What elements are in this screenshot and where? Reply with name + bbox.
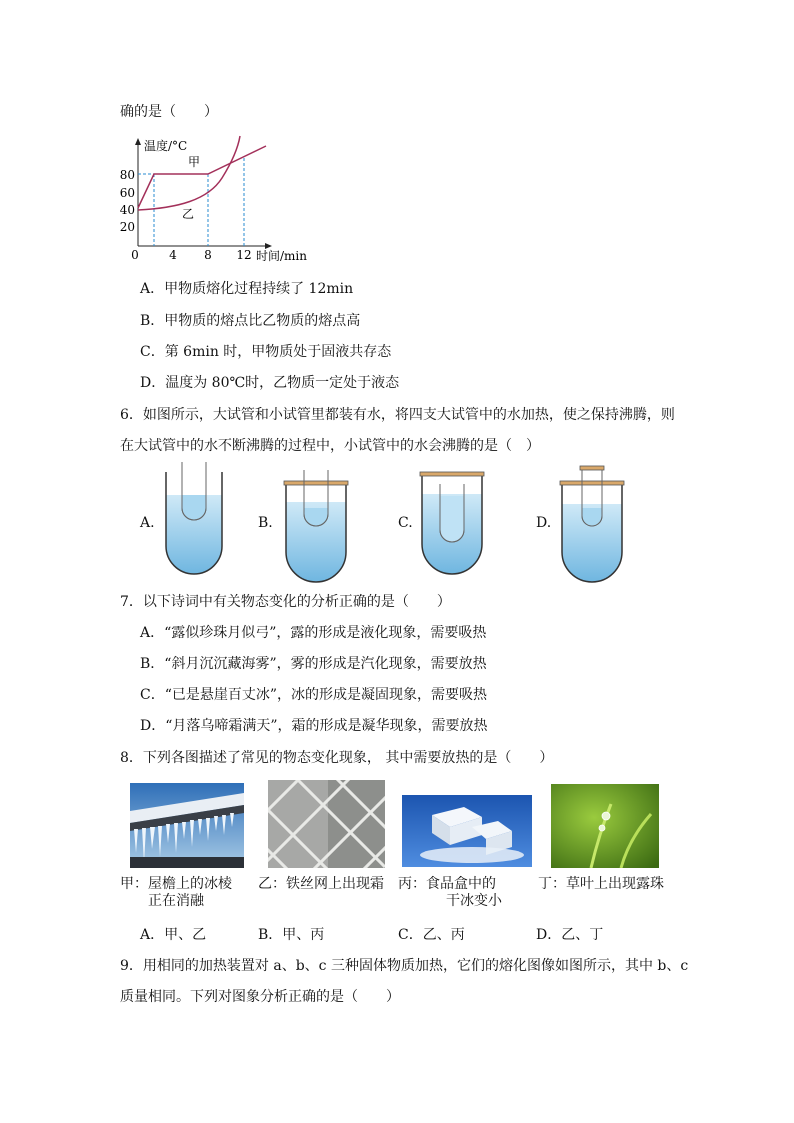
q7-option-c: C．“已是悬崖百丈冰”，冰的形成是凝固现象，需要吸热 [140,687,488,703]
q6-label-b: B. [258,515,273,531]
y-tick-40: 40 [119,203,135,217]
x-tick-4: 4 [169,248,177,262]
tube-b [284,470,348,582]
y-tick-80: 80 [119,168,135,182]
q8-option-c: C．乙、丙 [398,927,465,943]
tube-a [166,462,222,574]
caption-jia-line1: 甲：屋檐上的冰棱 [120,876,232,892]
q7-option-d: D．“月落乌啼霜满天”，霜的形成是凝华现象，需要放热 [140,718,488,734]
q6-stem-line1: 6．如图所示，大试管和小试管里都装有水，将四支大试管中的水加热，使之保持沸腾，则 [120,407,675,423]
q5-temperature-time-graph [118,130,318,266]
q9-stem-line2: 质量相同。下列对图象分析正确的是（ ） [120,989,400,1005]
q8-option-a: A．甲、乙 [140,927,207,943]
frost-wire-mesh-photo [268,780,385,868]
curve-jia-label: 甲 [188,155,201,169]
icicles-photo [130,783,244,868]
tube-c [420,472,484,574]
q5-option-b: B．甲物质的熔点比乙物质的熔点高 [140,313,361,329]
q8-option-d: D．乙、丁 [536,927,604,943]
caption-yi-line1: 乙：铁丝网上出现霜 [258,876,384,892]
q6-label-d: D. [536,515,552,531]
y-axis-arrow [135,138,141,145]
x-tick-0: 0 [131,248,139,262]
caption-ding-line1: 丁：草叶上出现露珠 [538,876,664,892]
y-axis-label: 温度/°C [144,139,188,153]
curve-yi-label: 乙 [182,207,195,221]
caption-bing-line2: 干冰变小 [446,893,502,909]
tube-d [560,466,624,582]
q8-stem: 8．下列各图描述了常见的物态变化现象， 其中需要放热的是（ ） [120,750,554,766]
q6-test-tube-figures [120,460,660,585]
q5-option-c: C．第 6min 时，甲物质处于固液共存态 [140,344,392,360]
caption-jia-line2: 正在消融 [148,893,204,909]
q5-stem-tail: 确的是（ ） [120,104,218,120]
y-tick-20: 20 [119,220,135,234]
q7-option-b: B．“斜月沉沉藏海雾”，雾的形成是汽化现象，需要放热 [140,656,487,672]
y-tick-60: 60 [119,186,135,200]
q5-option-d: D．温度为 80℃时，乙物质一定处于液态 [140,375,400,391]
q6-label-c: C. [398,515,413,531]
x-tick-12: 12 [236,248,252,262]
x-tick-8: 8 [204,248,212,262]
q7-option-a: A．“露似珍珠月似弓”，露的形成是液化现象，需要吸热 [140,625,487,641]
q8-option-b: B．甲、丙 [258,927,325,943]
curve-jia [138,146,266,208]
dew-grass-photo [551,784,659,868]
q5-option-a: A．甲物质熔化过程持续了 12min [140,281,354,297]
q7-stem: 7．以下诗词中有关物态变化的分析正确的是（ ） [120,594,451,610]
caption-bing-line1: 丙：食品盒中的 [398,876,496,892]
q9-stem-line1: 9．用相同的加热装置对 a、b、c 三种固体物质加热，它们的熔化图像如图所示，其中 b、c [120,958,689,974]
dry-ice-photo [402,795,532,867]
q6-stem-line2: 在大试管中的水不断沸腾的过程中，小试管中的水会沸腾的是（ ） [120,438,540,454]
q6-label-a: A. [140,515,155,531]
x-axis-label: 时间/min [256,249,307,263]
